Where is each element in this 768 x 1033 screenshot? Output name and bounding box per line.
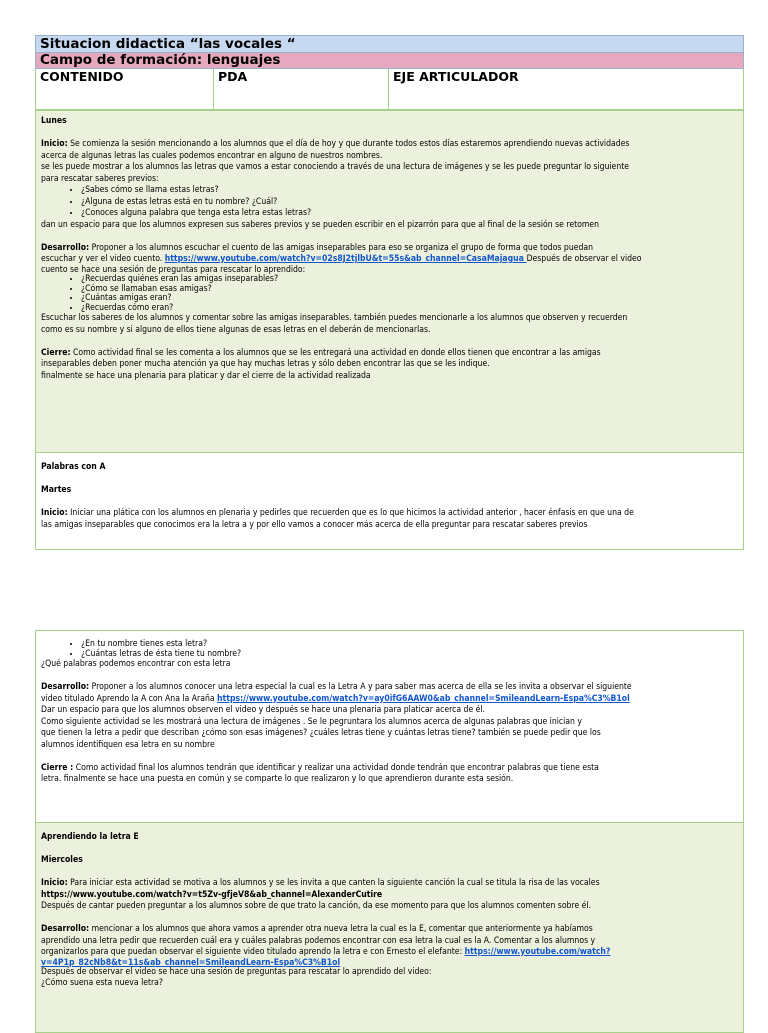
list-item: • ¿Cuántas amigas eran?	[81, 294, 738, 304]
video-link[interactable]: https://www.youtube.com/watch?v=ay0ifG6AAW0&ab_channel=SmileandLearn-Espa%C3%B1ol	[217, 693, 630, 704]
desarrollo-text: Desarrollo: mencionar a los alumnos que ahora vamos a aprender otra nueva letra la cual es la E, comentar que anteriormente ya habíamos	[41, 924, 593, 934]
list-item: • ¿Cuántas letras de ésta tiene tu nombre?	[81, 650, 738, 660]
campo-formacion: Campo de formación: lenguajes	[35, 53, 744, 69]
col-contenido: CONTENIDO	[36, 69, 214, 109]
list-item: • ¿Cómo se llamaban esas amigas?	[81, 285, 738, 295]
header-table	[35, 69, 744, 110]
video-link[interactable]: https://www.youtube.com/watch?	[464, 947, 611, 957]
preguntas-list	[41, 275, 738, 313]
video-link-cont[interactable]: v=4P1p_82cNb8&t=11s&ab_channel=SmileandLearn-Espa%C3%B1ol	[41, 957, 341, 968]
cierre-text: Cierre : Como actividad final los alumnos tendrán que identificar y realizar una actividad donde tendrán que encontrar palabras que tiene esta	[41, 762, 599, 773]
miercoles-section: Aprendiendo la letra E Miercoles Inicio: Para iniciar esta actividad se motiva a los alumnos y se les invita a que canten la siguiente canción la cual se titula la risa de las vocales https://www.youtube.com/watch?v=t5Zv-gfjeV8&ab_channel=AlexanderCutire Después de cantar pueden preguntar a los alumnos sobre de que trato la canción, da ese momento para que los alumnos comenten sobre él. Desarrollo: mencionar a los alumnos que ahora vamos a aprender otra nueva letra la cual es la E, comentar que anteriormente ya habíamos aprendido una letra pedir que recuerden cuál era y cuáles palabras podemos encontrar con esa letra la cual es la A. Comentar a los alumnos y organizarlos para que puedan observar el siguiente video titulado aprendo la letra e con Ernesto el elefante: https://www.youtube.com/watch? v=4P1p_82cNb8&t=11s&ab_channel=SmileandLearn-Espa%C3%B1ol Después de observar el video se hace una sesión de preguntas para rescatar lo aprendido del video: ¿Cómo suena esta nueva letra?	[35, 823, 744, 1033]
lunes-section: Lunes Inicio: Se comienza la sesión mencionando a los alumnos que el día de hoy y que durante todos estos días estaremos aprendiendo nuevas actividades acerca de algunas letras las cuales podemos encontrar en alguno de nuestros nombres. se les puede mostrar a los alumnos las letras que vamos a estar conociendo a través de una lectura de imágenes y se les puede preguntar lo siguiente para rescatar saberes previos: • ¿Sabes cómo se llama estas letras? • ¿Alguna de estas letras está en tu nombre? ¿Cuál? • ¿Conoces alguna palabra que tenga esta letra estas letras? dan un espacio para que los alumnos expresen sus saberes previos y se pueden escribir en el pizarrón para que al final de la sesión se retomen Desarrollo: Proponer a los alumnos escuchar el cuento de las amigas inseparables para eso se organiza el grupo de forma que todos puedan escuchar y ver el video cuento. https://www.youtube.com/watch?v=02s8J2tjlbU&t=55s&ab_channel=CasaMajagua Después de observar el video cuento se hace una sesión de preguntas para rescatar lo aprendido: • ¿Recuerdas quiénes eran las amigas inseparables? • ¿Cómo se llamaban esas amigas? • ¿Cuántas amigas eran? • ¿Recuerdas cómo eran? Escuchar los saberes de los alumnos y comentar sobre las amigas inseparables. también puedes mencionarle a los alumnos que observen y recuerden como es su nombre y si alguno de ellos tiene algunas de esas letras en el deberán de mencionarlas. Cierre: Como actividad final se les comenta a los alumnos que se les entregará una actividad en donde ellos tienen que encontrar a las amigas inseparables deben poner mucha atención ya que hay muchas letras y sólo deben encontrar las que se les indique. finalmente se hace una plenaria para platicar y dar el cierre de la actividad realizada	[35, 110, 744, 453]
desarrollo-text: Desarrollo: Proponer a los alumnos escuchar el cuento de las amigas inseparables para eso se organiza el grupo de forma que todos puedan	[41, 242, 594, 253]
list-item: • ¿Alguna de estas letras está en tu nombre? ¿Cuál?	[81, 197, 738, 209]
inicio-text: Inicio: Para iniciar esta actividad se motiva a los alumnos y se les invita a que canten la siguiente canción la cual se titula la risa de las vocales	[41, 878, 600, 888]
col-eje-articulador: EJE ARTICULADOR	[393, 69, 519, 84]
video-link[interactable]: https://www.youtube.com/watch?v=02s8J2tjlbU&t=55s&ab_channel=CasaMajagua	[164, 254, 527, 264]
list-item: • ¿Sabes cómo se llama estas letras?	[81, 185, 738, 197]
day-label: Miercoles	[41, 855, 83, 865]
cierre-text: Cierre: Como actividad final se les comenta a los alumnos que se les entregará una actividad en donde ellos tienen que encontrar a las amigas	[41, 347, 601, 358]
section-title: Palabras con A	[41, 462, 106, 472]
section-title: Aprendiendo la letra E	[41, 832, 139, 842]
day-label: Lunes	[41, 116, 67, 126]
list-item: • ¿Conoces alguna palabra que tenga esta letra estas letras?	[81, 208, 738, 220]
col-pda: PDA	[214, 69, 389, 109]
saberes-previos-list	[41, 640, 738, 659]
desarrollo-text: Desarrollo: Proponer a los alumnos conocer una letra especial la cual es la Letra A y para saber mas acerca de ella se les invita a observar el siguiente	[41, 682, 632, 692]
inicio-text: Inicio: Se comienza la sesión mencionando a los alumnos que el día de hoy y que durante todos estos días estaremos aprendiendo nuevas actividades	[41, 139, 630, 149]
day-label: Martes	[41, 485, 72, 495]
list-item: • ¿Recuerdas cómo eran?	[81, 304, 738, 314]
martes-section-cont: • ¿En tu nombre tienes esta letra? • ¿Cuántas letras de ésta tiene tu nombre? ¿Qué palabras podemos encontrar con esta letra Desarrollo: Proponer a los alumnos conocer una letra especial la cual es la Letra A y para saber mas acerca de ella se les invita a observar el siguiente video titulado Aprendo la A con Ana la Araña https://www.youtube.com/watch?v=ay0ifG6AAW0&ab_channel=SmileandLearn-Espa%C3%B1ol Dar un espacio para que los alumnos observen el video y después se hace una plenaria para platicar acerca de él. Como siguiente actividad se les mostrará una lectura de imágenes . Se le pegruntara los alumnos acerca de algunas palabras que inician y que tienen la letra a pedir que describan ¿cómo son esas imágenes? ¿cuáles letras tiene y cuántas letras tiene? también se puede pedir que los alumnos identifiquen esa letra en su nombre Cierre : Como actividad final los alumnos tendrán que identificar y realizar una actividad donde tendrán que encontrar palabras que tiene esta letra. finalmente se hace una puesta en común y se comparte lo que realizaron y lo que aprendieron durante esta sesión.	[35, 630, 744, 823]
saberes-previos-list	[41, 185, 738, 220]
document-page-1	[35, 35, 744, 551]
document-title: Situacion didactica “las vocales “	[35, 35, 744, 53]
list-item: • ¿En tu nombre tienes esta letra?	[81, 640, 738, 650]
martes-section-start: Palabras con A Martes Inicio: Iniciar una plática con los alumnos en plenaria y pedirles que recuerden que es lo que hicimos la actividad anterior , hacer énfasis en que una de las amigas inseparables que conocimos era la letra a y por ello vamos a conocer más acerca de ella preguntar para rescatar saberes previos	[35, 453, 744, 550]
list-item: • ¿Recuerdas quiénes eran las amigas inseparables?	[81, 275, 738, 285]
song-link[interactable]: https://www.youtube.com/watch?v=t5Zv-gfjeV8&ab_channel=AlexanderCutire	[41, 889, 383, 900]
inicio-text: Inicio: Iniciar una plática con los alumnos en plenaria y pedirles que recuerden que es lo que hicimos la actividad anterior , hacer énfasis en que una de	[41, 508, 634, 518]
document-page-2	[35, 630, 744, 1024]
